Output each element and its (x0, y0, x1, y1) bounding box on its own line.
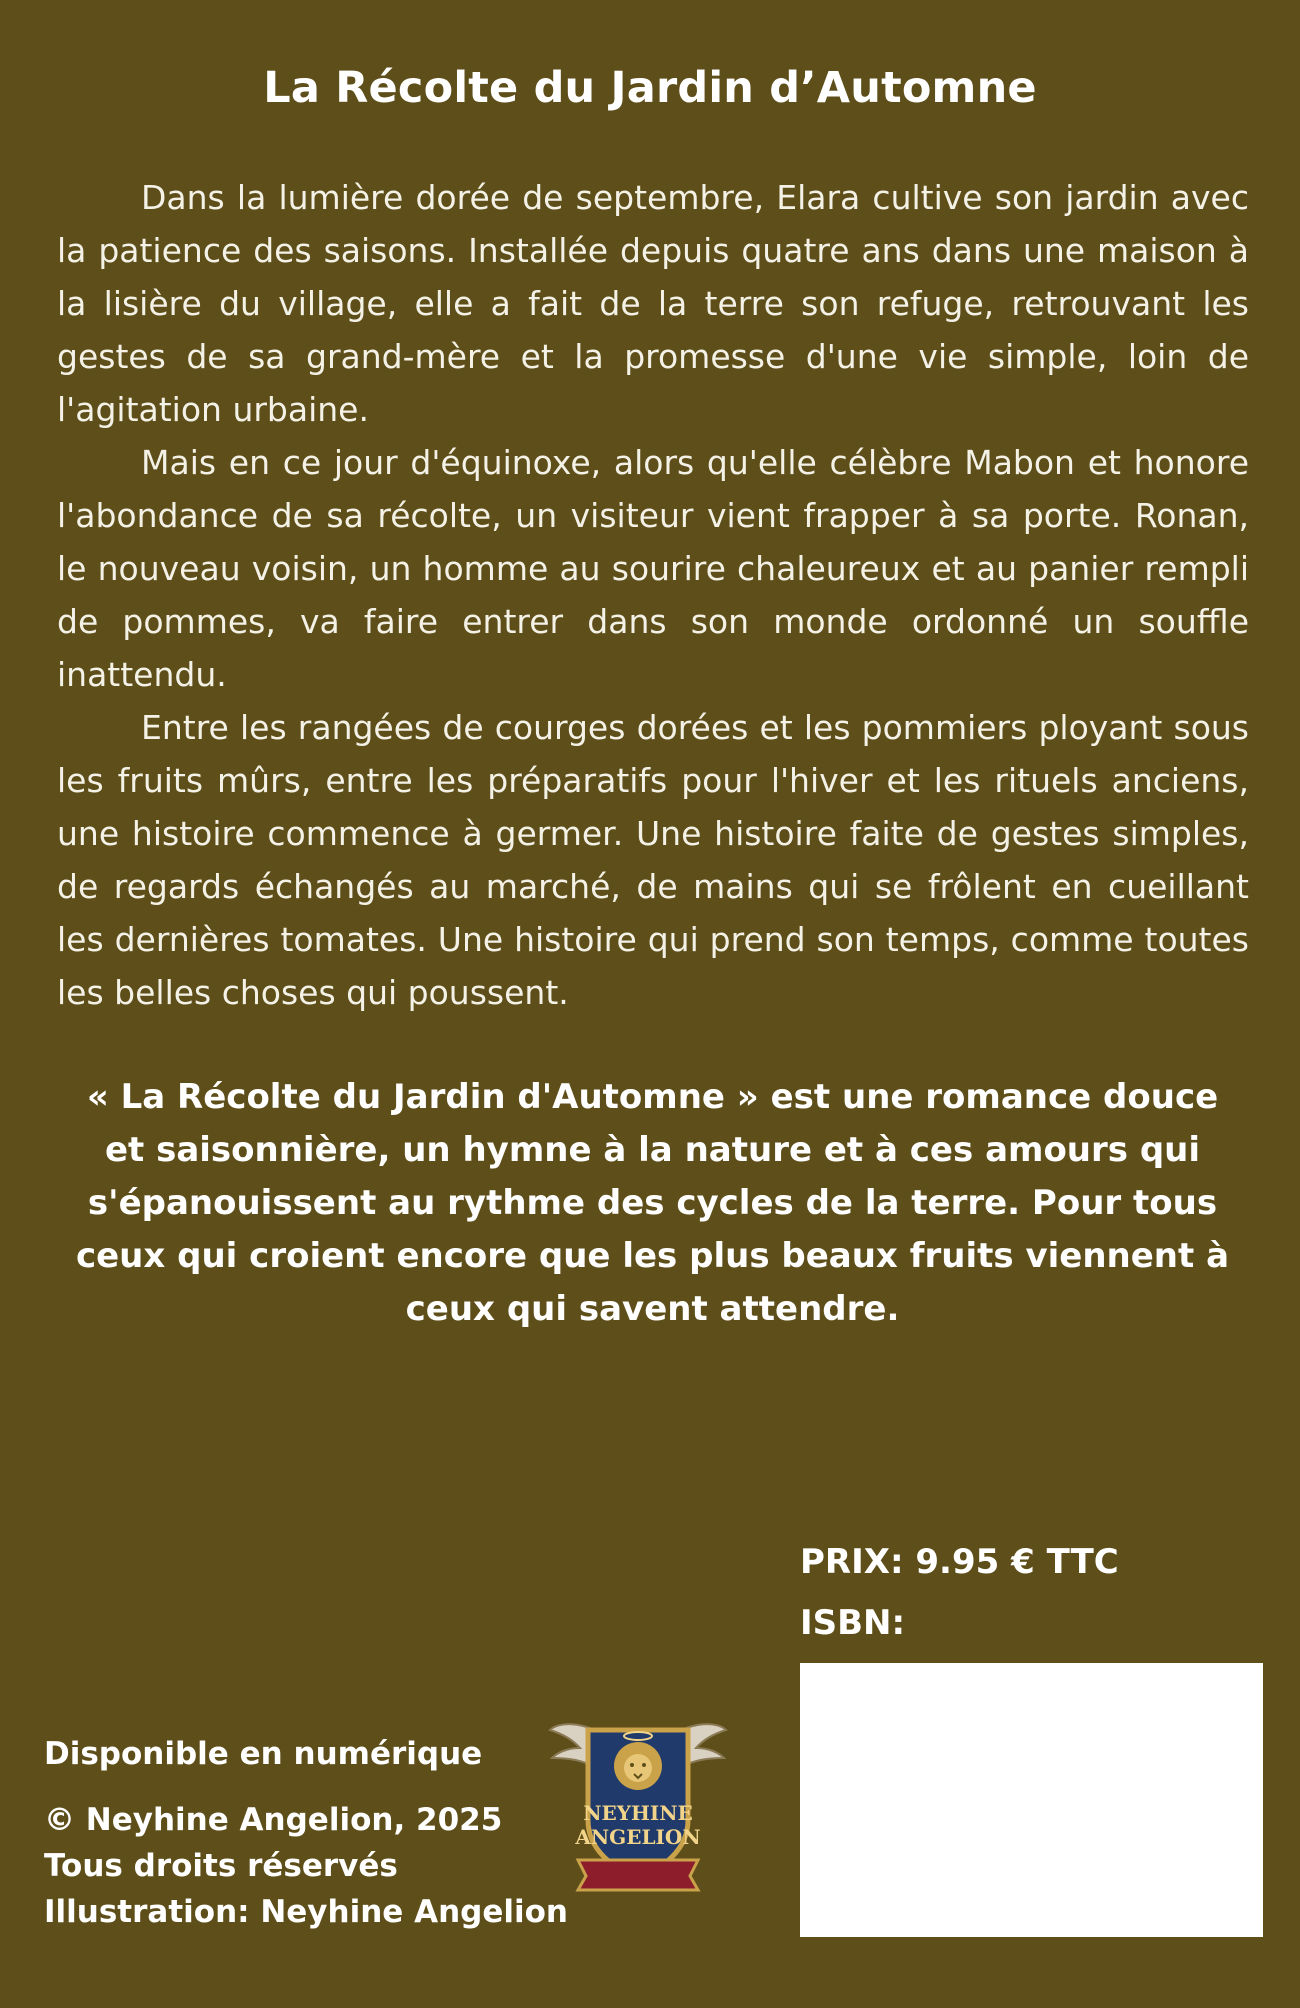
tagline-blurb: « La Récolte du Jardin d'Automne » est une romance douce et saisonnière, un hymne à la nature et à ces amours qui s'épanouissent au rythme des cycles de la terre. Pour tous ceux qui croient encore que les plus beaux fruits viennent à ceux qui savent attendre. (75, 1077, 1230, 1329)
price-block (800, 1532, 1260, 1654)
synopsis (57, 171, 1249, 1019)
isbn-label: ISBN: (800, 1603, 906, 1643)
winged-lion-crest-icon (548, 1700, 728, 1900)
price-label: PRIX: 9.95 € TTC (800, 1542, 1119, 1582)
copyright-line: © Neyhine Angelion, 2025 (44, 1802, 503, 1838)
logo-text-line1: NEYHINE (583, 1801, 693, 1825)
synopsis-paragraph: Entre les rangées de courges dorées et les pommiers ployant sous les fruits mûrs, entre les préparatifs pour l'hiver et les rituels anciens, une histoire commence à germer. Une histoire faite de gestes simples, de regards échangés au marché, de mains qui se frôlent en cueillant les dernières tomates. Une histoire qui prend son temps, comme toutes les belles choses qui poussent. (57, 708, 1249, 1012)
illustration-credit: Illustration: Neyhine Angelion (44, 1894, 568, 1930)
rights-line: Tous droits réservés (44, 1848, 398, 1884)
credits (44, 1731, 568, 1935)
synopsis-paragraph: Dans la lumière dorée de septembre, Elara cultive son jardin avec la patience des saisons. Installée depuis quatre ans dans une maison à la lisière du village, elle a fait de la terre son refuge, retrouvant les gestes de sa grand-mère et la promesse d'une vie simple, loin de l'agitation urbaine. (57, 178, 1249, 429)
book-title: La Récolte du Jardin d’Automne (263, 63, 1037, 113)
availability-note: Disponible en numérique (44, 1736, 483, 1772)
synopsis-paragraph: Mais en ce jour d'équinoxe, alors qu'elle célèbre Mabon et honore l'abondance de sa récolte, un visiteur vient frapper à sa porte. Ronan, le nouveau voisin, un homme au sourire chaleureux et au panier rempli de pommes, va faire entrer dans son monde ordonné un souffle inattendu. (57, 443, 1249, 694)
isbn-barcode-area (800, 1663, 1263, 1937)
logo-text-line2: ANGELION (575, 1825, 701, 1849)
publisher-logo (548, 1700, 728, 1900)
